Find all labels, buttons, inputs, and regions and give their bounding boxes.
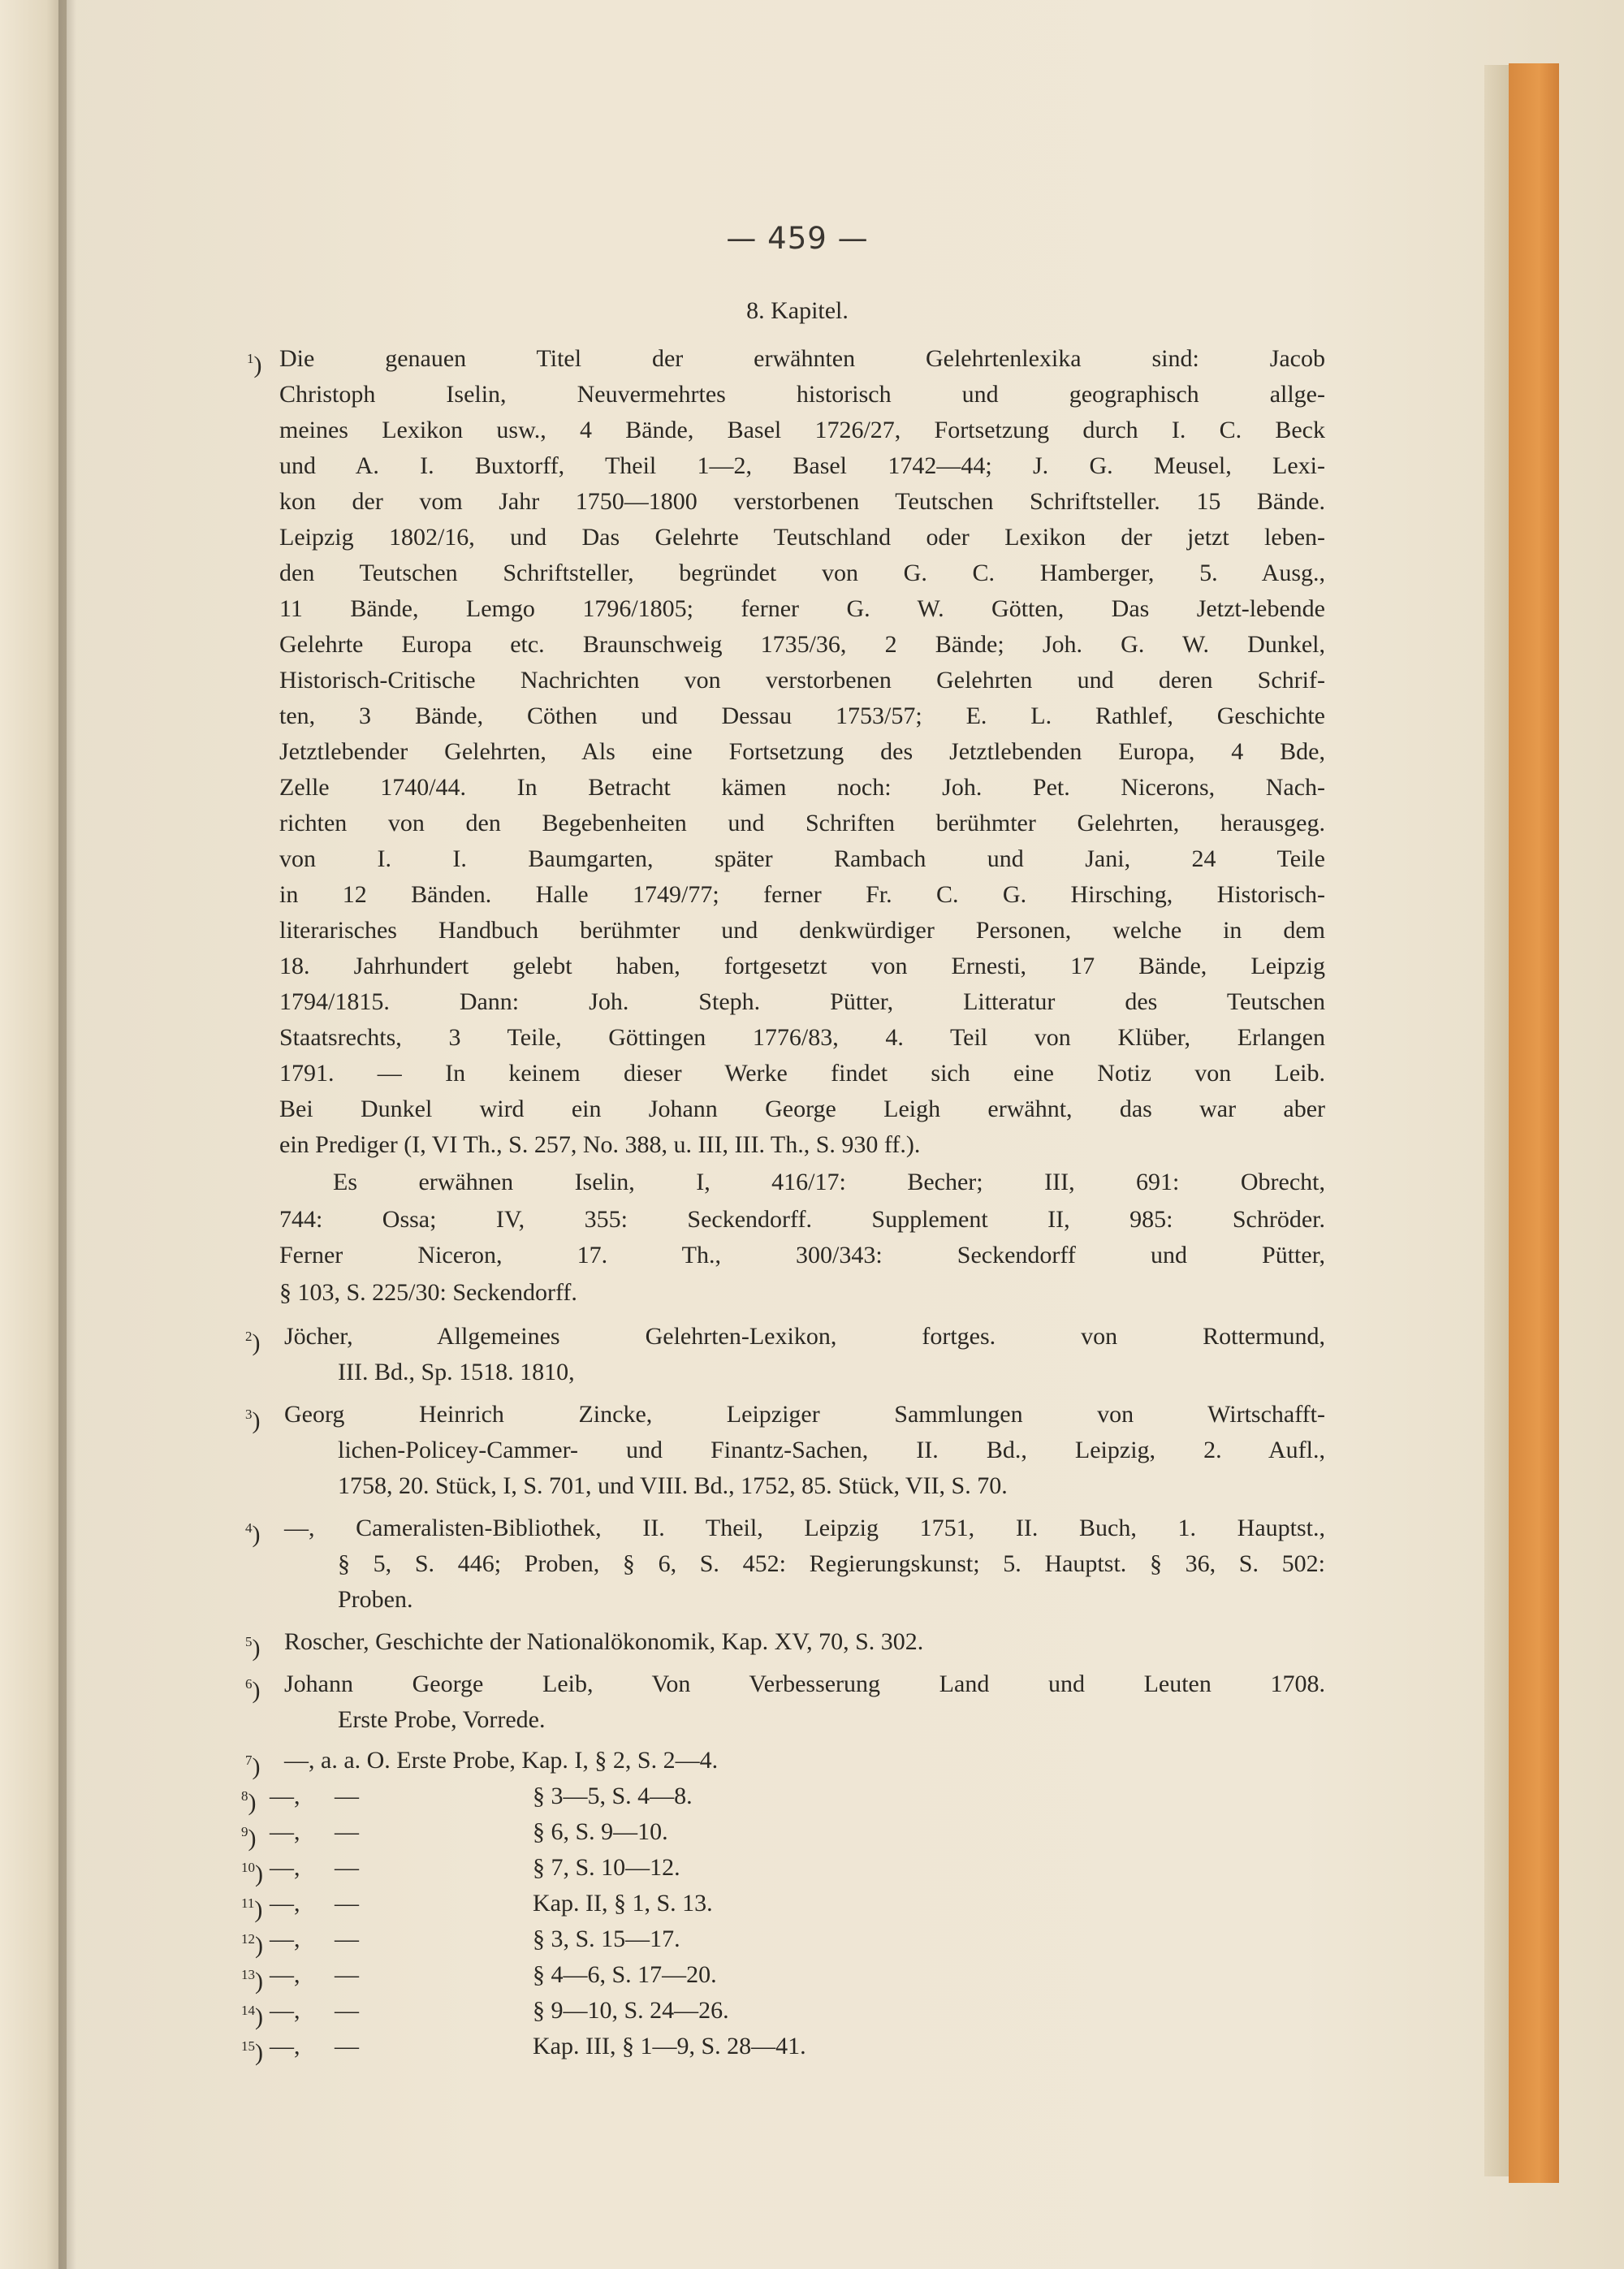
ditto-author: —, xyxy=(270,1961,300,1988)
note-line: III. Bd., Sp. 1518. 1810, xyxy=(338,1359,575,1385)
note-line: und A. I. Buxtorff, Theil 1—2, Basel 1742—44; J. G. Meusel, Lexi- xyxy=(279,452,1325,479)
left-page-edge xyxy=(0,0,67,2269)
note-line: Jetztlebender Gelehrten, Als eine Fortsetzung des Jetztlebenden Europa, 4 Bde, xyxy=(279,738,1325,765)
note-line: 744: Ossa; IV, 355: Seckendorff. Supplement II, 985: Schröder. xyxy=(279,1206,1325,1233)
note-line: 1794/1815. Dann: Joh. Steph. Pütter, Litteratur des Teutschen xyxy=(279,988,1325,1015)
footnote-marker: $^{14}$) xyxy=(241,2003,263,2030)
note-line: kon der vom Jahr 1750—1800 verstorbenen Teutschen Schriftsteller. 15 Bände. xyxy=(279,488,1325,515)
footnote-marker: $^3$) xyxy=(245,1407,261,1434)
note-line: —, Cameralisten-Bibliothek, II. Theil, Leipzig 1751, II. Buch, 1. Hauptst., xyxy=(284,1515,1325,1541)
ditto-author: —, xyxy=(270,1890,300,1917)
note-line: 18. Jahrhundert gelebt haben, fortgesetzt von Ernesti, 17 Bände, Leipzig xyxy=(279,953,1325,979)
page-number: — 459 — xyxy=(726,221,869,256)
note-line: von I. I. Baumgarten, später Rambach und Jani, 24 Teile xyxy=(279,845,1325,872)
reference: § 3—5, S. 4—8. xyxy=(533,1783,693,1809)
note-line: Jöcher, Allgemeines Gelehrten-Lexikon, fortges. von Rottermund, xyxy=(284,1323,1325,1350)
note-line: —, a. a. O. Erste Probe, Kap. I, § 2, S. 2—4. xyxy=(284,1747,719,1774)
ditto-work: — xyxy=(335,1783,359,1809)
footnote-marker: $^8$) xyxy=(241,1788,257,1816)
footnote-marker: $^7$) xyxy=(245,1753,261,1780)
note-line: Historisch-Critische Nachrichten von verstorbenen Gelehrten und deren Schrif- xyxy=(279,667,1325,694)
ditto-work: — xyxy=(335,1818,359,1845)
footnote-marker: $^{15}$) xyxy=(241,2038,263,2066)
note-line: Leipzig 1802/16, und Das Gelehrte Teutschland oder Lexikon der jetzt leben- xyxy=(279,524,1325,551)
footnote-marker: $^1$) xyxy=(247,351,262,378)
note-line: Staatsrechts, 3 Teile, Göttingen 1776/83, 4. Teil von Klüber, Erlangen xyxy=(279,1024,1325,1051)
ditto-work: — xyxy=(335,1890,359,1917)
ditto-author: —, xyxy=(270,1783,300,1809)
note-line: in 12 Bänden. Halle 1749/77; ferner Fr. C. G. Hirsching, Historisch- xyxy=(279,881,1325,908)
note-line: ein Prediger (I, VI Th., S. 257, No. 388, u. III, III. Th., S. 930 ff.). xyxy=(279,1131,921,1158)
note-line: 11 Bände, Lemgo 1796/1805; ferner G. W. Götten, Das Jetzt-lebende xyxy=(279,595,1325,622)
note-line: literarisches Handbuch berühmter und denkwürdiger Personen, welche in dem xyxy=(279,917,1325,944)
page xyxy=(75,32,1512,2225)
ditto-author: —, xyxy=(270,1925,300,1952)
note-line: richten von den Begebenheiten und Schriften berühmter Gelehrten, herausgeg. xyxy=(279,810,1325,836)
footnote-marker: $^{10}$) xyxy=(241,1860,263,1887)
note-line: Gelehrte Europa etc. Braunschweig 1735/36, 2 Bände; Joh. G. W. Dunkel, xyxy=(279,631,1325,658)
footnote-marker: $^2$) xyxy=(245,1329,261,1356)
note-line: Die genauen Titel der erwähnten Gelehrtenlexika sind: Jacob xyxy=(279,345,1325,372)
chapter-heading: 8. Kapitel. xyxy=(746,297,849,324)
note-line: Bei Dunkel wird ein Johann George Leigh erwähnt, das war aber xyxy=(279,1096,1325,1122)
note-line: 1758, 20. Stück, I, S. 701, und VIII. Bd., 1752, 85. Stück, VII, S. 70. xyxy=(338,1472,1008,1499)
note-line: Roscher, Geschichte der Nationalökonomik, Kap. XV, 70, S. 302. xyxy=(284,1628,924,1655)
ditto-work: — xyxy=(335,1854,359,1881)
ditto-author: —, xyxy=(270,1997,300,2024)
reference: § 6, S. 9—10. xyxy=(533,1818,668,1845)
footnote-marker: $^4$) xyxy=(245,1520,261,1548)
ditto-work: — xyxy=(335,1997,359,2024)
note-line: 1791. — In keinem dieser Werke findet sich eine Notiz von Leib. xyxy=(279,1060,1325,1087)
footnote-marker: $^{13}$) xyxy=(241,1967,263,1995)
ditto-work: — xyxy=(335,1925,359,1952)
note-line: § 5, S. 446; Proben, § 6, S. 452: Regierungskunst; 5. Hauptst. § 36, S. 502: xyxy=(338,1550,1325,1577)
book-cover-edge xyxy=(1509,63,1559,2183)
reference: Kap. III, § 1—9, S. 28—41. xyxy=(533,2033,806,2059)
footnote-marker: $^6$) xyxy=(245,1676,261,1704)
reference: § 7, S. 10—12. xyxy=(533,1854,680,1881)
ditto-work: — xyxy=(335,1961,359,1988)
note-line: Ferner Niceron, 17. Th., 300/343: Seckendorff und Pütter, xyxy=(279,1242,1325,1268)
note-line: Zelle 1740/44. In Betracht kämen noch: Joh. Pet. Nicerons, Nach- xyxy=(279,774,1325,801)
note-line: Georg Heinrich Zincke, Leipziger Sammlungen von Wirtschafft- xyxy=(284,1401,1325,1428)
ditto-author: —, xyxy=(270,2033,300,2059)
footnote-marker: $^{12}$) xyxy=(241,1931,263,1959)
ditto-author: —, xyxy=(270,1818,300,1845)
footnote-marker: $^5$) xyxy=(245,1634,261,1662)
reference: § 9—10, S. 24—26. xyxy=(533,1997,729,2024)
reference: § 3, S. 15—17. xyxy=(533,1925,680,1952)
note-line: Johann George Leib, Von Verbesserung Land und Leuten 1708. xyxy=(284,1670,1325,1697)
note-line: § 103, S. 225/30: Seckendorff. xyxy=(279,1279,577,1306)
footnote-marker: $^9$) xyxy=(241,1824,257,1852)
note-line: lichen-Policey-Cammer- und Finantz-Sachen, II. Bd., Leipzig, 2. Aufl., xyxy=(338,1437,1325,1463)
spine-shadow xyxy=(58,0,76,2269)
note-line: Erste Probe, Vorrede. xyxy=(338,1706,546,1733)
note-line: Proben. xyxy=(338,1586,413,1613)
footnote-marker: $^{11}$) xyxy=(241,1895,263,1923)
ditto-work: — xyxy=(335,2033,359,2059)
note-line: ten, 3 Bände, Cöthen und Dessau 1753/57; E. L. Rathlef, Geschichte xyxy=(279,702,1325,729)
ditto-author: —, xyxy=(270,1854,300,1881)
note-line: den Teutschen Schriftsteller, begründet von G. C. Hamberger, 5. Ausg., xyxy=(279,560,1325,586)
note-line: Christoph Iselin, Neuvermehrtes historisch und geographisch allge- xyxy=(279,381,1325,408)
reference: § 4—6, S. 17—20. xyxy=(533,1961,717,1988)
reference: Kap. II, § 1, S. 13. xyxy=(533,1890,713,1917)
note-line: Es erwähnen Iselin, I, 416/17: Becher; III, 691: Obrecht, xyxy=(333,1169,1325,1195)
note-line: meines Lexikon usw., 4 Bände, Basel 1726/27, Fortsetzung durch I. C. Beck xyxy=(279,417,1325,443)
